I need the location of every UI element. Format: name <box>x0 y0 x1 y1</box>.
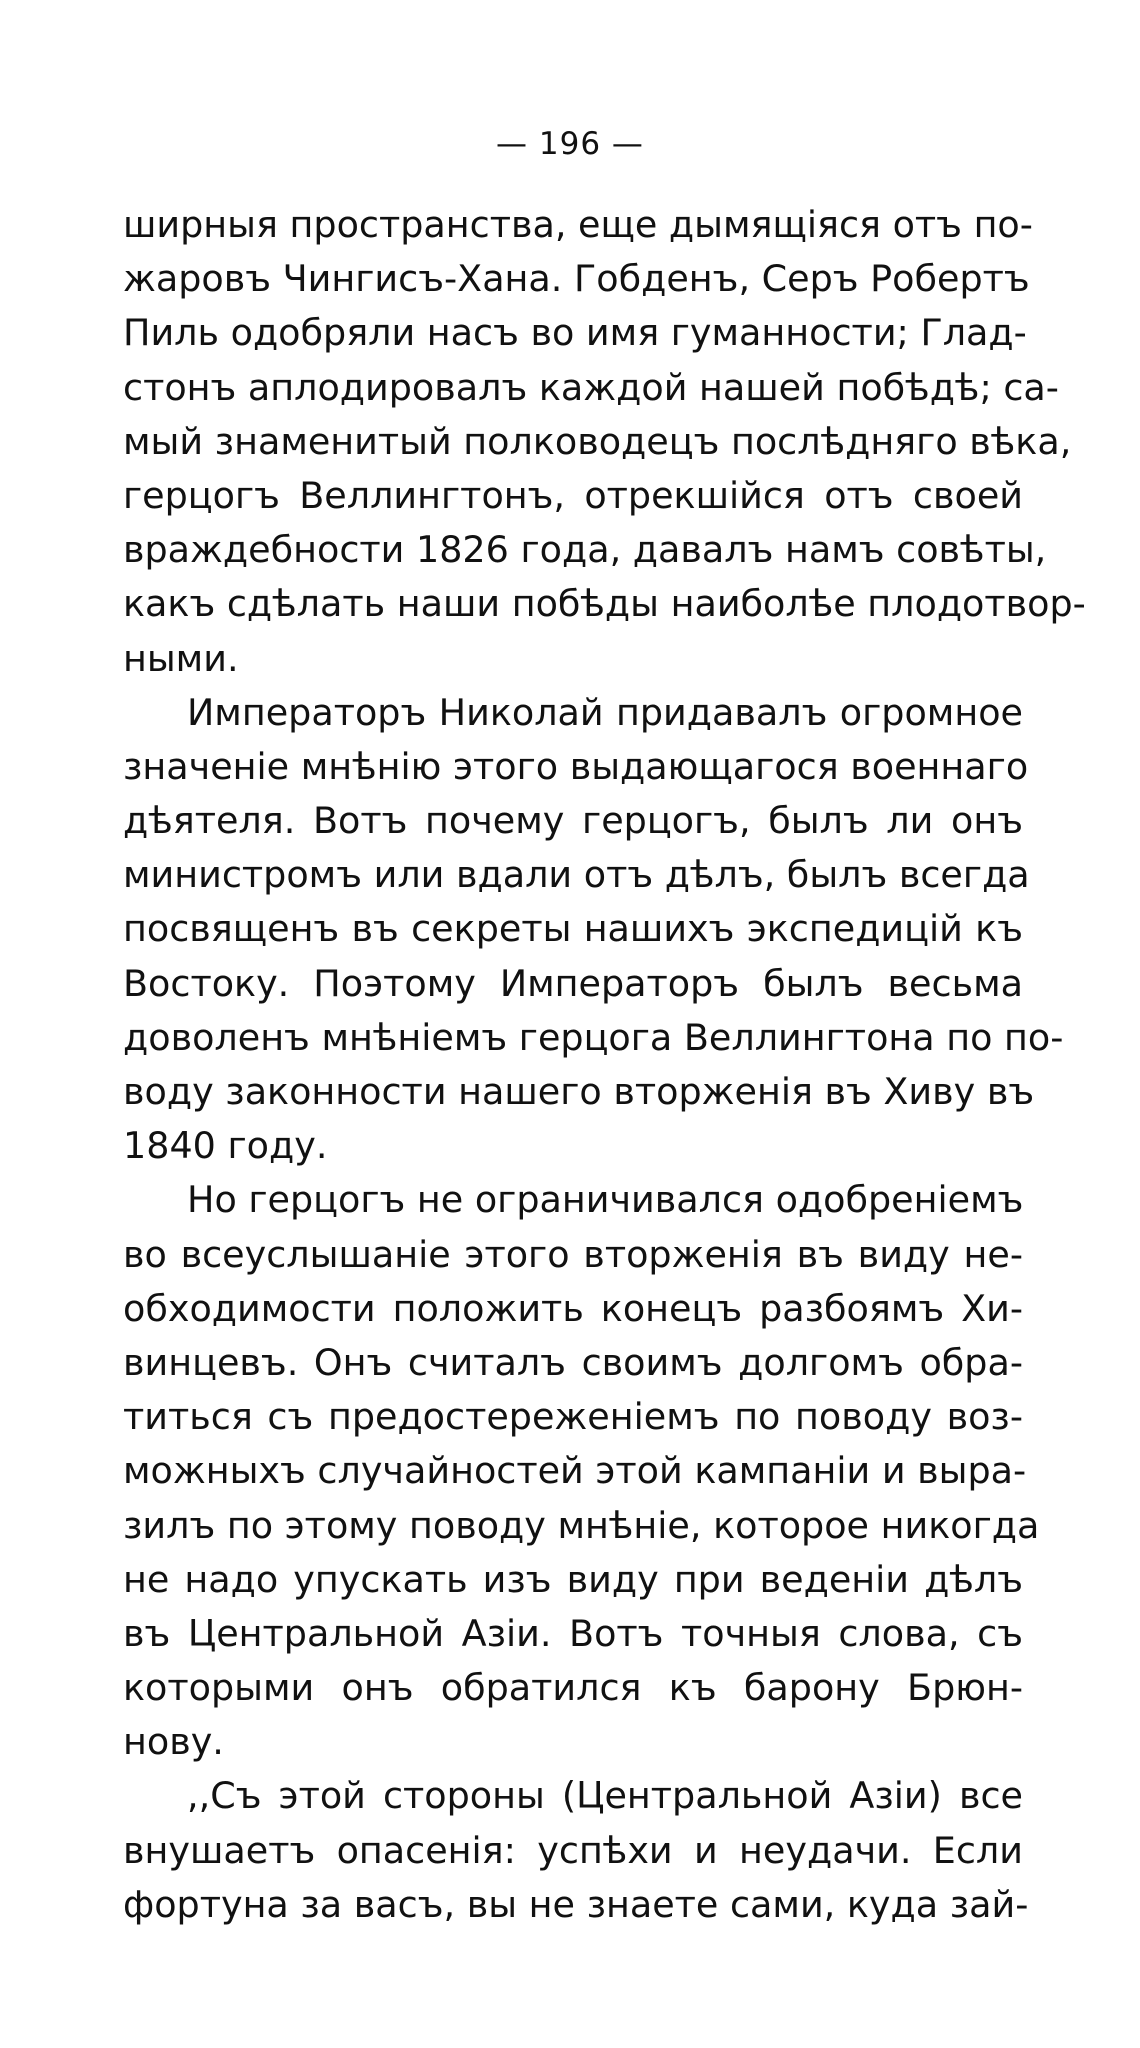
text-line: ширныя пространства, еще дымящіяся отъ по- <box>123 203 1033 246</box>
text-line: мый знаменитый полководецъ послѣдняго вѣка, <box>123 419 1072 463</box>
page-number: — 196 — <box>496 126 644 162</box>
text-line: ными. <box>123 636 239 680</box>
paragraph-1 <box>123 198 1086 686</box>
text-line: не надо упускать изъ виду при веденіи дѣлъ <box>123 1557 1023 1601</box>
text-line: доволенъ мнѣніемъ герцога Веллингтона по по- <box>123 1015 1064 1059</box>
paragraph-2 <box>123 686 1064 1174</box>
text-line: Пиль одобряли насъ во имя гуманности; Глад- <box>123 311 1027 355</box>
text-line: титься съ предостереженіемъ по поводу воз- <box>123 1395 1023 1439</box>
text-line: значеніе мнѣнію этого выдающагося военнаго <box>123 744 1029 788</box>
text-line: посвященъ въ секреты нашихъ экспедицій къ <box>123 907 1023 951</box>
body-text <box>123 198 1086 1932</box>
text-line: зилъ по этому поводу мнѣніе, которое никогда <box>123 1503 1040 1547</box>
text-line: жаровъ Чингисъ-Хана. Гобденъ, Серъ Робертъ <box>123 257 1030 301</box>
text-line: Но герцогъ не ограничивался одобреніемъ <box>187 1178 1024 1222</box>
paragraph-3 <box>123 1173 1040 1769</box>
text-line: обходимости положить конецъ разбоямъ Хи- <box>123 1286 1023 1330</box>
text-line: во всеуслышаніе этого вторженія въ виду не- <box>123 1232 1023 1276</box>
text-line: фортуна за васъ, вы не знаете сами, куда зай- <box>123 1882 1029 1926</box>
text-line: винцевъ. Онъ считалъ своимъ долгомъ обра- <box>123 1340 1023 1384</box>
text-line: какъ сдѣлать наши побѣды наиболѣе плодотвор- <box>123 582 1086 626</box>
paragraph-4 <box>123 1769 1029 1932</box>
text-line: министромъ или вдали отъ дѣлъ, былъ всегда <box>123 853 1030 897</box>
text-line: дѣятеля. Вотъ почему герцогъ, былъ ли онъ <box>123 799 1023 843</box>
text-line: враждебности 1826 года, давалъ намъ совѣты, <box>123 528 1047 572</box>
text-line: герцогъ Веллингтонъ, отрекшійся отъ своей <box>123 473 1023 517</box>
text-line: воду законности нашего вторженія въ Хиву въ <box>123 1070 1035 1113</box>
text-line: Императоръ Николай придавалъ огромное <box>187 690 1023 734</box>
text-line: ,,Съ этой стороны (Центральной Азіи) все <box>187 1774 1023 1818</box>
text-line: нову. <box>123 1720 224 1764</box>
text-line: внушаетъ опасенія: успѣхи и неудачи. Если <box>123 1828 1023 1872</box>
text-line: можныхъ случайностей этой кампаніи и выра- <box>123 1449 1027 1493</box>
text-line: Востоку. Поэтому Императоръ былъ весьма <box>123 961 1023 1005</box>
text-line: 1840 году. <box>123 1124 328 1168</box>
text-line: въ Центральной Азіи. Вотъ точныя слова, съ <box>123 1611 1023 1655</box>
text-line: которыми онъ обратился къ барону Брюн- <box>123 1666 1023 1710</box>
text-line: стонъ аплодировалъ каждой нашей побѣдѣ; са- <box>123 365 1059 409</box>
